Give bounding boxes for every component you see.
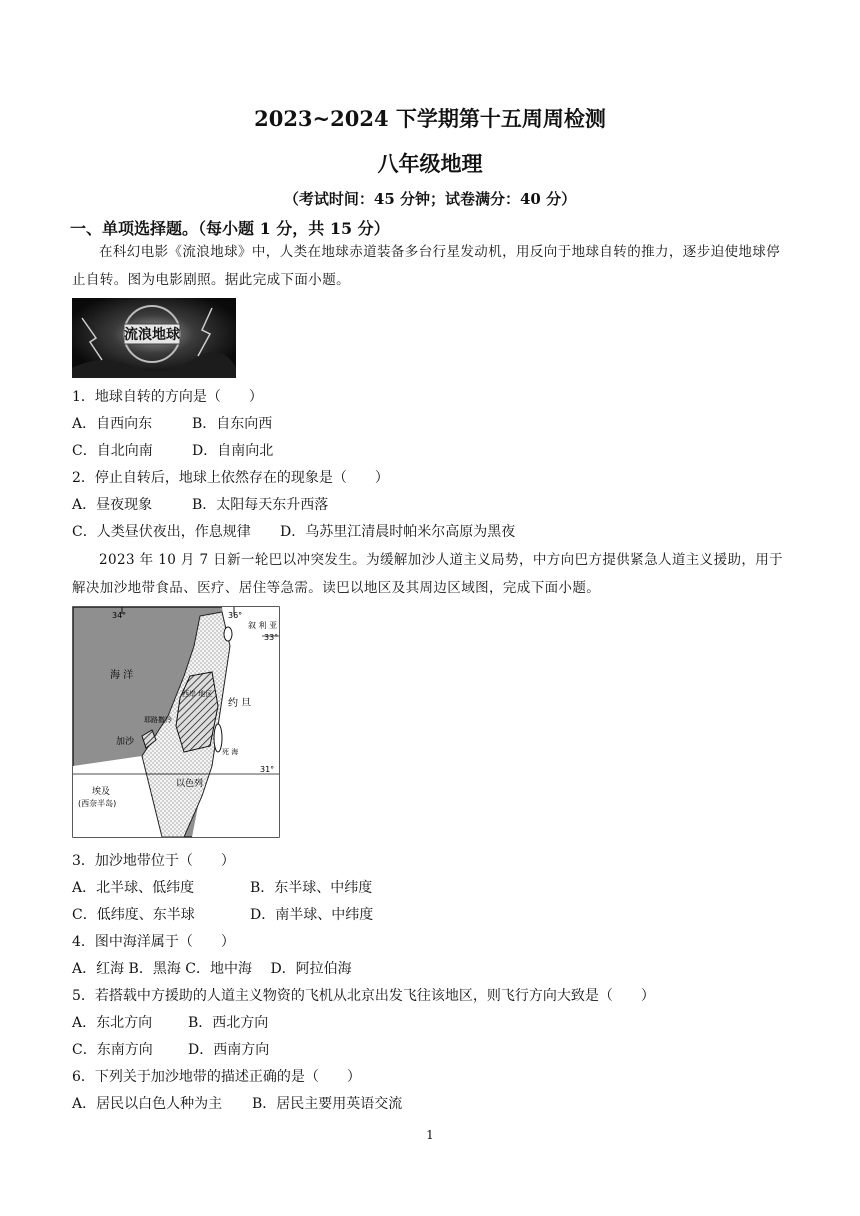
- q5-option-b[interactable]: B．西北方向: [188, 1015, 269, 1031]
- question-2-stem: 2．停止自转后，地球上依然存在的现象是（ ）: [72, 470, 389, 486]
- middle-east-map: [72, 606, 280, 838]
- q4-options[interactable]: A．红海 B．黑海 C．地中海 D．阿拉伯海: [72, 961, 352, 977]
- question-1-options-row-2: [72, 440, 273, 460]
- question-3-options-row-2: [72, 904, 373, 924]
- passage-1: 在科幻电影《流浪地球》中，人类在地球赤道装备多台行星发动机，用反向于地球自转的推力，逐步迫使地球停止自转。图为电影剧照。据此完成下面小题。: [72, 244, 781, 288]
- question-4-stem: 4．图中海洋属于（ ）: [72, 934, 235, 950]
- question-6-stem: 6．下列关于加沙地带的描述正确的是（ ）: [72, 1069, 361, 1085]
- passage-2: 2023 年 10 月 7 日新一轮巴以冲突发生。为缓解加沙人道主义局势，中方向巴方提供紧急人道主义援助，用于解决加沙地带食品、医疗、居住等急需。读巴以地区及其周边区域图，完成下面小题。: [72, 552, 784, 596]
- map-lat-31: 31°: [260, 765, 275, 774]
- q2-option-b[interactable]: B．太阳每天东升西落: [192, 497, 329, 513]
- question-5-options-row-2: [72, 1039, 269, 1059]
- q2-option-a[interactable]: A．昼夜现象: [72, 497, 153, 513]
- map-jordan-label: 约 旦: [228, 698, 252, 709]
- question-1-stem: 1．地球自转的方向是（ ）: [72, 389, 263, 405]
- map-lat-33: 33°: [264, 633, 279, 642]
- q5-option-c[interactable]: C．东南方向: [72, 1042, 153, 1058]
- q3-option-c[interactable]: C．低纬度、东半球: [72, 907, 195, 923]
- question-5-options-row-1: [72, 1012, 268, 1032]
- q6-option-b[interactable]: B．居民主要用英语交流: [252, 1096, 403, 1112]
- q1-option-b[interactable]: B．自东向西: [192, 416, 273, 432]
- map-jerusalem-label: 耶路撒冷: [144, 716, 172, 724]
- map-egypt-label: 埃及: [92, 787, 111, 797]
- question-6-options-row-1: [72, 1093, 402, 1113]
- q3-option-b[interactable]: B．东半球、中纬度: [250, 880, 373, 896]
- movie-still-image: [72, 298, 236, 378]
- q2-option-d[interactable]: D．乌苏里江清晨时帕米尔高原为黑夜: [280, 524, 516, 540]
- q6-option-a[interactable]: A．居民以白色人种为主: [72, 1096, 223, 1112]
- q5-option-a[interactable]: A．东北方向: [72, 1015, 153, 1031]
- map-gaza-label: 加沙: [116, 737, 135, 747]
- map-west-bank-label: 西岸 地区: [182, 690, 213, 698]
- map-sea-label: 海 洋: [110, 670, 134, 681]
- q2-option-c[interactable]: C．人类昼伏夜出，作息规律: [72, 524, 251, 540]
- q3-option-a[interactable]: A．北半球、低纬度: [72, 880, 195, 896]
- page-number: 1: [426, 1128, 434, 1142]
- map-sinai-label: (西奈半岛): [78, 799, 117, 808]
- question-3-options-row-1: [72, 877, 372, 897]
- q1-option-a[interactable]: A．自西向东: [72, 416, 153, 432]
- map-lon-36: 36°: [228, 611, 243, 620]
- question-3-stem: 3．加沙地带位于（ ）: [72, 853, 235, 869]
- q1-option-d[interactable]: D．自南向北: [192, 443, 274, 459]
- map-syria-label: 叙 利 亚: [248, 621, 278, 630]
- map-lon-34: 34°: [112, 611, 127, 620]
- question-1-options-row-1: [72, 413, 272, 433]
- exam-info: （考试时间：45 分钟；试卷满分：40 分）: [283, 190, 577, 208]
- map-dead-sea-label: 死 海: [222, 748, 239, 756]
- q1-option-c[interactable]: C．自北向南: [72, 443, 153, 459]
- question-5-stem: 5．若搭载中方援助的人道主义物资的飞机从北京出发飞往该地区，则飞行方向大致是（ ）: [72, 988, 655, 1004]
- map-israel-label: 以色列: [176, 779, 204, 789]
- question-2-options-row-1: [72, 494, 328, 514]
- exam-title: 2023~2024 下学期第十五周周检测: [254, 106, 606, 131]
- section-heading: 一、单项选择题。（每小题 1 分，共 15 分）: [70, 219, 390, 238]
- movie-title-text: 流浪地球: [124, 327, 180, 343]
- question-2-options-row-2: [72, 521, 515, 541]
- exam-subject: 八年级地理: [377, 151, 483, 176]
- q3-option-d[interactable]: D．南半球、中纬度: [250, 907, 374, 923]
- q5-option-d[interactable]: D．西南方向: [188, 1042, 270, 1058]
